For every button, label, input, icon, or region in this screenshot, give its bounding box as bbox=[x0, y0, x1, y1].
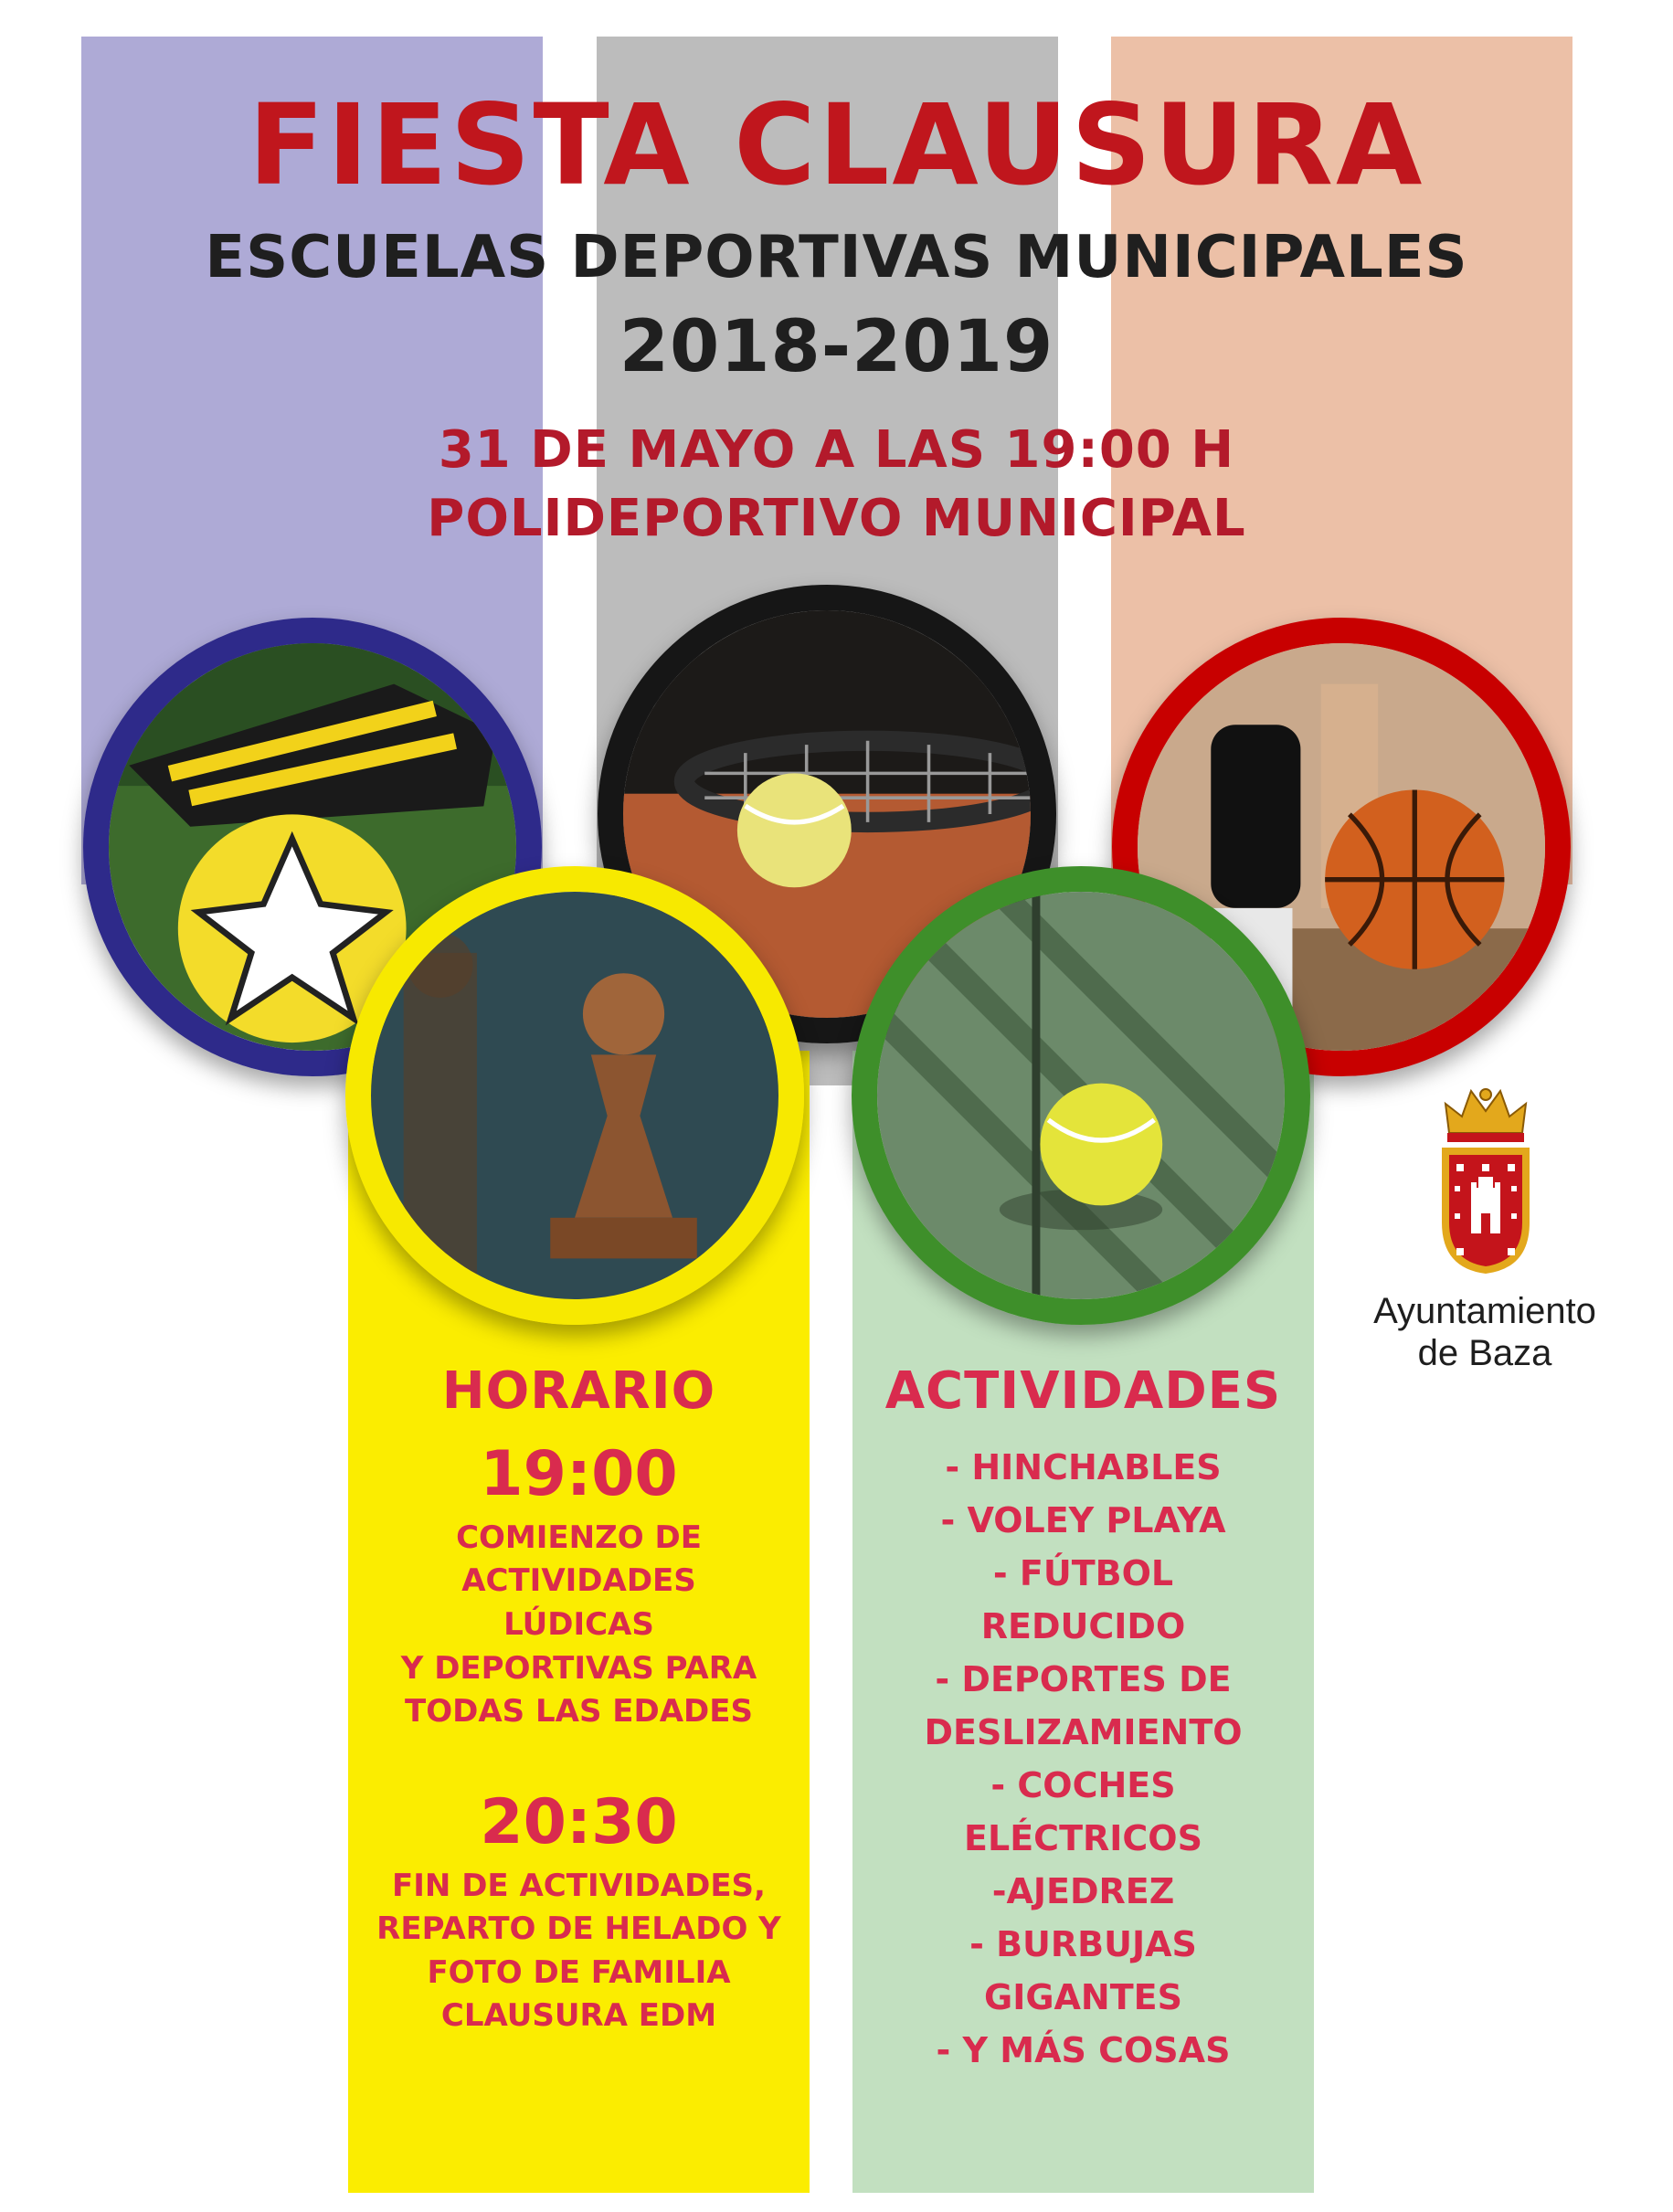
schedule-start-line: LÚDICAS bbox=[503, 1605, 654, 1643]
list-item: - FÚTBOL bbox=[992, 1553, 1174, 1593]
padel-ball-photo bbox=[852, 866, 1310, 1325]
schedule-start-description bbox=[348, 1517, 810, 1734]
activities-section bbox=[852, 1361, 1314, 2077]
organizer-line: de Baza bbox=[1417, 1333, 1552, 1373]
schedule-start-line: COMIENZO DE ACTIVIDADES bbox=[456, 1519, 702, 1600]
organizer-line: Ayuntamiento bbox=[1373, 1291, 1596, 1331]
schedule-time-start: 19:00 bbox=[480, 1438, 678, 1510]
list-item: REDUCIDO bbox=[980, 1606, 1186, 1646]
schedule-heading: HORARIO bbox=[441, 1361, 716, 1421]
list-item: -AJEDREZ bbox=[991, 1871, 1175, 1911]
schedule-end-line: FOTO DE FAMILIA bbox=[427, 1953, 731, 1991]
event-venue: POLIDEPORTIVO MUNICIPAL bbox=[427, 489, 1246, 548]
spacer bbox=[348, 1734, 810, 1789]
list-item: - BURBUJAS bbox=[969, 1924, 1197, 1964]
baza-coat-of-arms-icon bbox=[1436, 1085, 1535, 1277]
poster-title: FIESTA CLAUSURA bbox=[248, 80, 1425, 210]
list-item: - VOLEY PLAYA bbox=[940, 1500, 1226, 1540]
list-item: - HINCHABLES bbox=[945, 1447, 1222, 1487]
activities-heading: ACTIVIDADES bbox=[884, 1361, 1282, 1421]
schedule-section bbox=[348, 1361, 810, 2038]
schedule-time-end: 20:30 bbox=[480, 1785, 678, 1858]
list-item: - Y MÁS COSAS bbox=[936, 2030, 1231, 2070]
event-date-time: 31 DE MAYO A LAS 19:00 H bbox=[438, 420, 1235, 480]
poster-subtitle: ESCUELAS DEPORTIVAS MUNICIPALES bbox=[205, 224, 1468, 291]
schedule-end-line: CLAUSURA EDM bbox=[440, 1997, 717, 2035]
list-item: - DEPORTES DE bbox=[935, 1659, 1232, 1699]
list-item: GIGANTES bbox=[984, 1977, 1182, 2017]
schedule-start-line: TODAS LAS EDADES bbox=[405, 1693, 753, 1730]
poster-season: 2018-2019 bbox=[619, 306, 1054, 388]
schedule-start-line: Y DEPORTIVAS PARA bbox=[400, 1649, 757, 1687]
list-item: DESLIZAMIENTO bbox=[924, 1712, 1243, 1752]
chess-pieces-photo bbox=[345, 866, 804, 1325]
activities-list bbox=[852, 1441, 1314, 2077]
list-item: ELÉCTRICOS bbox=[964, 1818, 1202, 1858]
schedule-end-line: REPARTO DE HELADO Y bbox=[376, 1910, 781, 1948]
organizer-name bbox=[1343, 1290, 1626, 1374]
list-item: - COCHES bbox=[990, 1765, 1176, 1805]
schedule-end-line: FIN DE ACTIVIDADES, bbox=[392, 1867, 766, 1904]
schedule-end-description bbox=[348, 1865, 810, 2038]
